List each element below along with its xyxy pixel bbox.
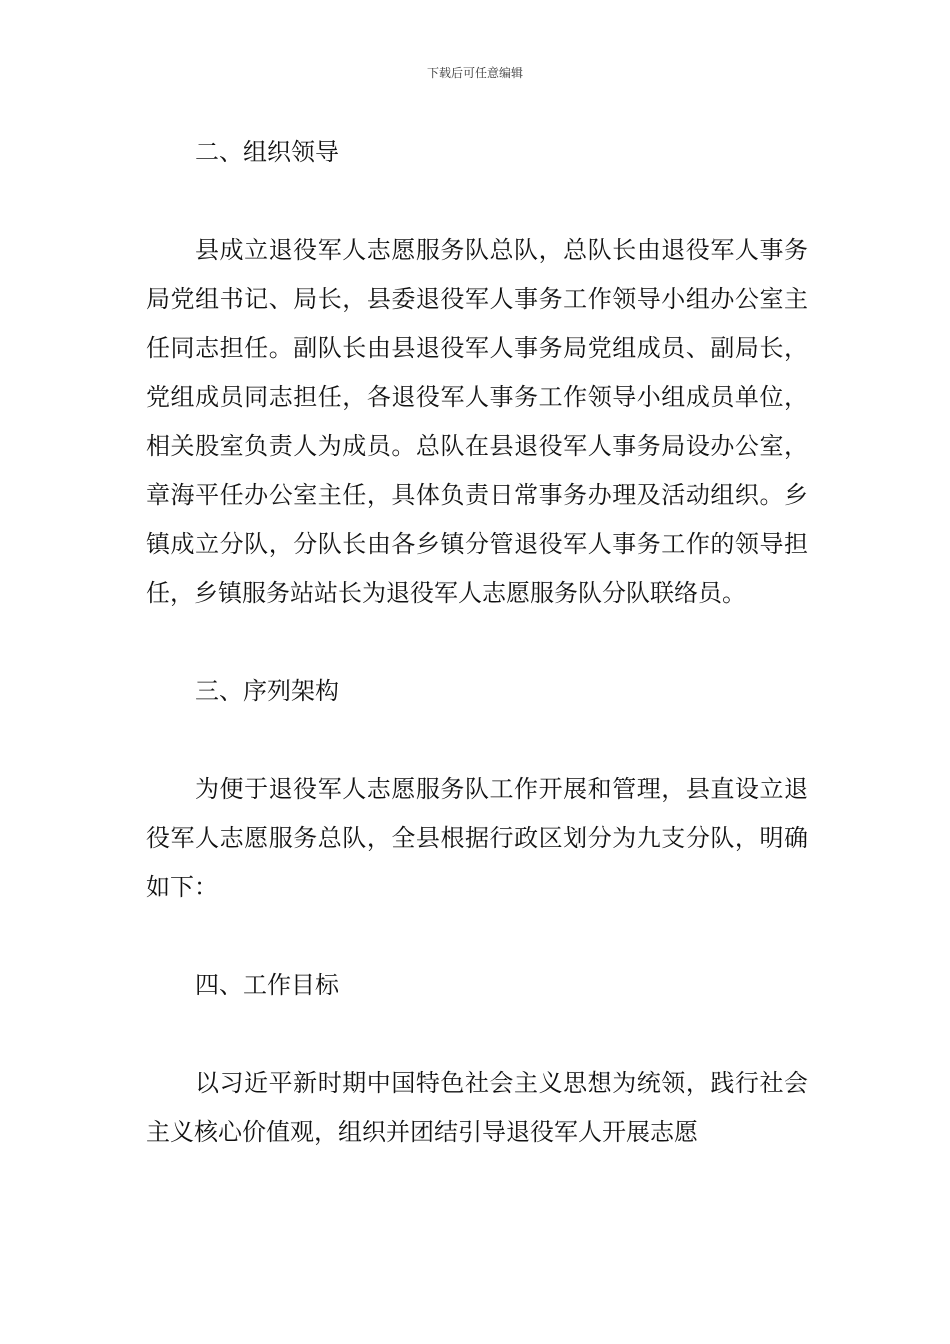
spacer [146,912,808,961]
section-heading-goals: 四、工作目标 [195,971,339,999]
spacer [146,1010,808,1059]
section-heading-structure: 三、序列架构 [195,677,339,705]
section-paragraph-goals: 以习近平新时期中国特色社会主义思想为统领，践行社会主义核心价值观，组织并团结引导退役军人开展志愿 [146,1069,808,1146]
document-body [146,128,808,1157]
spacer [146,716,808,765]
spacer [146,618,808,667]
spacer [146,177,808,226]
header-note: 下载后可任意编辑 [426,66,523,80]
section-heading-organization: 二、组织领导 [195,138,339,166]
section-paragraph-structure: 为便于退役军人志愿服务队工作开展和管理，县直设立退役军人志愿服务总队，全县根据行政区划分为九支分队，明确如下： [146,775,808,901]
section-paragraph-organization: 县成立退役军人志愿服务队总队，总队长由退役军人事务局党组书记、局长，县委退役军人事务工作领导小组办公室主任同志担任。副队长由县退役军人事务局党组成员、副局长，党组成员同志担任，各退役军人事务工作领导小组成员单位，相关股室负责人为成员。总队在县退役军人事务局设办公室，章海平任办公室主任，具体负责日常事务办理及活动组织。乡镇成立分队，分队长由各乡镇分管退役军人事务工作的领导担任，乡镇服务站站长为退役军人志愿服务队分队联络员。 [146,236,808,607]
